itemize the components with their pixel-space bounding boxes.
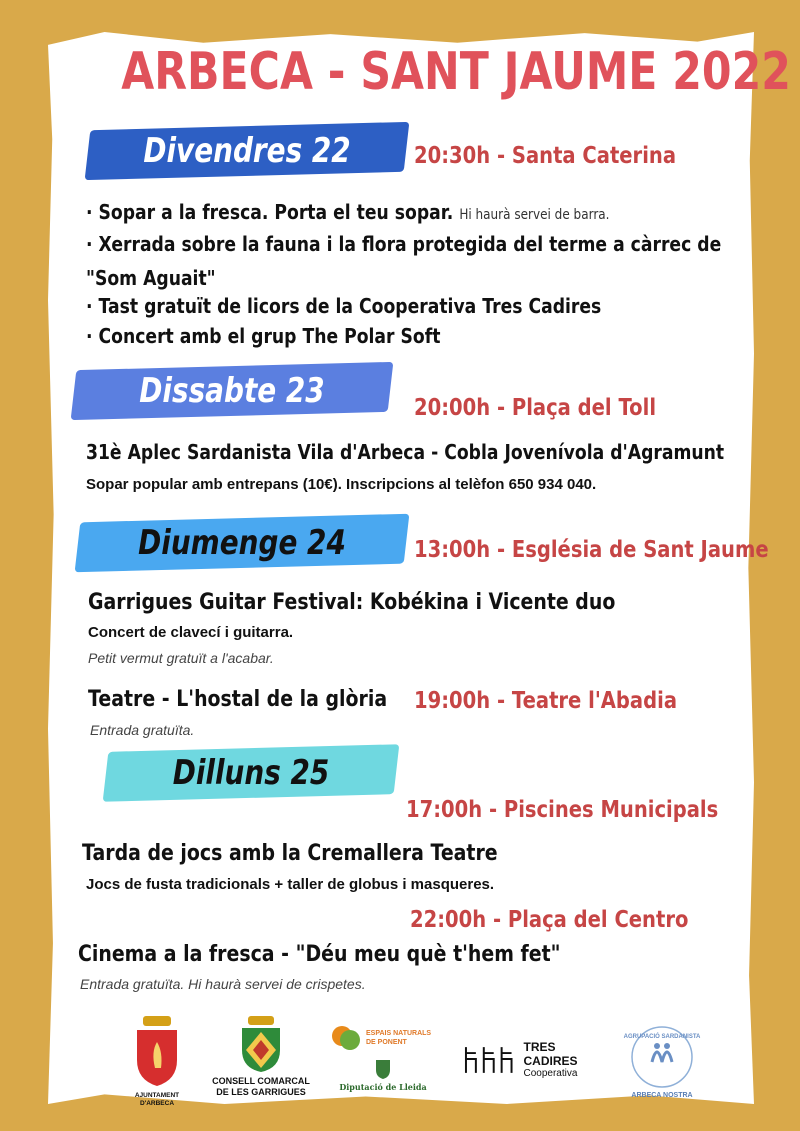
- friday-item-1-note: Hi haurà servei de barra.: [459, 207, 610, 223]
- arbeca-shield-icon: [127, 1014, 187, 1090]
- logo-ajuntament: [124, 1014, 190, 1108]
- sunday-detail: Concert de clavecí i guitarra.: [88, 624, 294, 641]
- leaf-icon: [330, 1022, 362, 1054]
- friday-item-1: [86, 200, 609, 224]
- friday-item-1-text: · Sopar a la fresca. Porta el teu sopar.: [86, 200, 454, 224]
- day-label-monday: Dilluns 25: [172, 753, 330, 793]
- logo-tres-cadires-text: TRES CADIRES: [523, 1040, 578, 1068]
- logo-consell-text: CONSELL COMARCAL DE LES GARRIGUES: [212, 1076, 310, 1097]
- day-banner-friday: [88, 126, 406, 176]
- sardana-dancers-icon: [627, 1022, 697, 1092]
- saturday-headline: 31è Aplec Sardanista Vila d'Arbeca - Cobla Jovenívola d'Agramunt: [86, 440, 725, 464]
- logo-espais-text: ESPAIS NATURALS DE PONENT: [366, 1030, 432, 1046]
- garrigues-shield-icon: [236, 1014, 286, 1074]
- sunday-headline: Garrigues Guitar Festival: Kobékina i Vicente duo: [88, 590, 616, 615]
- day-banner-saturday: [74, 366, 390, 416]
- logo-tres-cadires: [462, 1040, 612, 1079]
- diputacio-shield-icon: [374, 1058, 392, 1080]
- sunday-second-note: Entrada gratuïta.: [90, 722, 195, 738]
- time-friday: 20:30h - Santa Caterina: [414, 143, 677, 169]
- monday-second-headline: Cinema a la fresca - "Déu meu què t'hem fet": [78, 942, 561, 967]
- monday-second-note: Entrada gratuïta. Hi haurà servei de crispetes.: [80, 976, 366, 992]
- friday-item-3: · Tast gratuït de licors de la Cooperativa Tres Cadires: [86, 294, 602, 318]
- day-banner-sunday: [78, 518, 406, 568]
- sunday-note: Petit vermut gratuït a l'acabar.: [88, 650, 274, 666]
- day-banner-monday: [106, 748, 396, 798]
- logo-espais: [330, 1022, 436, 1092]
- chairs-icon: [462, 1043, 517, 1077]
- time-saturday: 20:00h - Plaça del Toll: [414, 395, 657, 421]
- time-sunday: 13:00h - Església de Sant Jaume: [414, 537, 769, 563]
- day-label-saturday: Dissabte 23: [139, 371, 325, 411]
- monday-detail: Jocs de fusta tradicionals + taller de globus i masqueres.: [86, 876, 495, 893]
- logo-arbeca-nostra-text: ARBECA NOSTRA: [631, 1092, 693, 1099]
- time-monday: 17:00h - Piscines Municipals: [406, 797, 719, 823]
- day-label-sunday: Diumenge 24: [138, 523, 346, 563]
- friday-item-2b: "Som Aguait": [86, 266, 216, 290]
- logo-ajuntament-text: AJUNTAMENT D'ARBECA: [134, 1092, 180, 1107]
- logo-diputacio-text: Diputació de Lleida: [339, 1082, 427, 1092]
- logo-agrupacio: [622, 1022, 702, 1099]
- logo-agrupacio-text: AGRUPACIÓ SARDANISTA: [623, 1034, 701, 1040]
- time-sunday-second: 19:00h - Teatre l'Abadia: [414, 688, 678, 714]
- saturday-detail: Sopar popular amb entrepans (10€). Inscripcions al telèfon 650 934 040.: [86, 476, 597, 493]
- friday-item-4: · Concert amb el grup The Polar Soft: [86, 324, 441, 348]
- day-label-friday: Divendres 22: [143, 131, 351, 171]
- friday-item-2: · Xerrada sobre la fauna i la flora protegida del terme a càrrec de: [86, 232, 722, 256]
- monday-headline: Tarda de jocs amb la Cremallera Teatre: [82, 841, 498, 866]
- time-monday-second: 22:00h - Plaça del Centro: [410, 907, 689, 933]
- poster-title: ARBECA - SANT JAUME 2022: [121, 42, 791, 102]
- sunday-second-headline: Teatre - L'hostal de la glòria: [88, 687, 388, 712]
- logo-tres-cadires-sub: Cooperativa: [523, 1068, 578, 1079]
- logo-consell: [206, 1014, 316, 1098]
